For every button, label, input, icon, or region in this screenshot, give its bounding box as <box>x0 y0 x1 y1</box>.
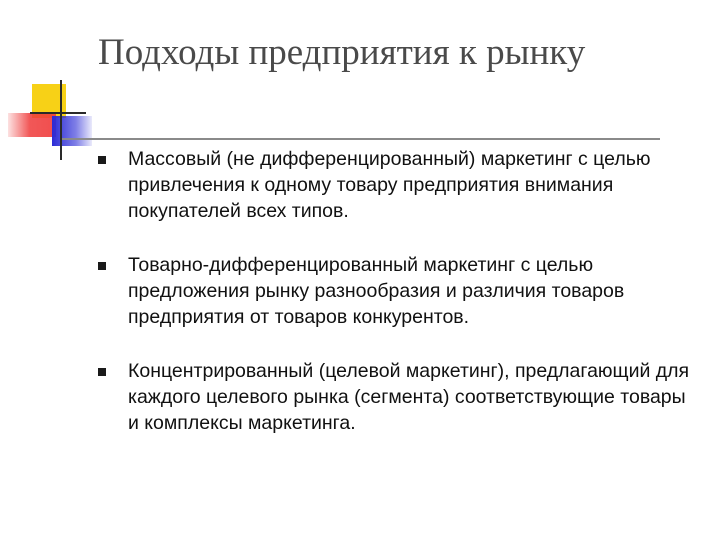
slide-title: Подходы предприятия к рынку <box>98 32 586 73</box>
bullet-text: Массовый (не дифференцированный) маркетинг с целью привлечения к одному товару предприятия внимания покупателей всех типов. <box>128 148 651 222</box>
title-divider <box>62 138 660 140</box>
list-item <box>96 252 696 330</box>
bullet-text: Товарно-дифференцированный маркетинг с целью предложения рынку разнообразия и различия товаров предприятия от товаров конкурентов. <box>128 254 625 328</box>
square-bullet-icon <box>98 262 106 270</box>
square-bullet-icon <box>98 156 106 164</box>
decorative-squares-icon <box>0 0 140 170</box>
list-item <box>96 358 696 436</box>
bullet-list <box>96 146 696 436</box>
list-item <box>96 146 696 224</box>
square-bullet-icon <box>98 368 106 376</box>
bullet-text: Концентрированный (целевой маркетинг), предлагающий для каждого целевого рынка (сегмента) соответствующие товары и комплексы маркетинга. <box>128 360 690 434</box>
